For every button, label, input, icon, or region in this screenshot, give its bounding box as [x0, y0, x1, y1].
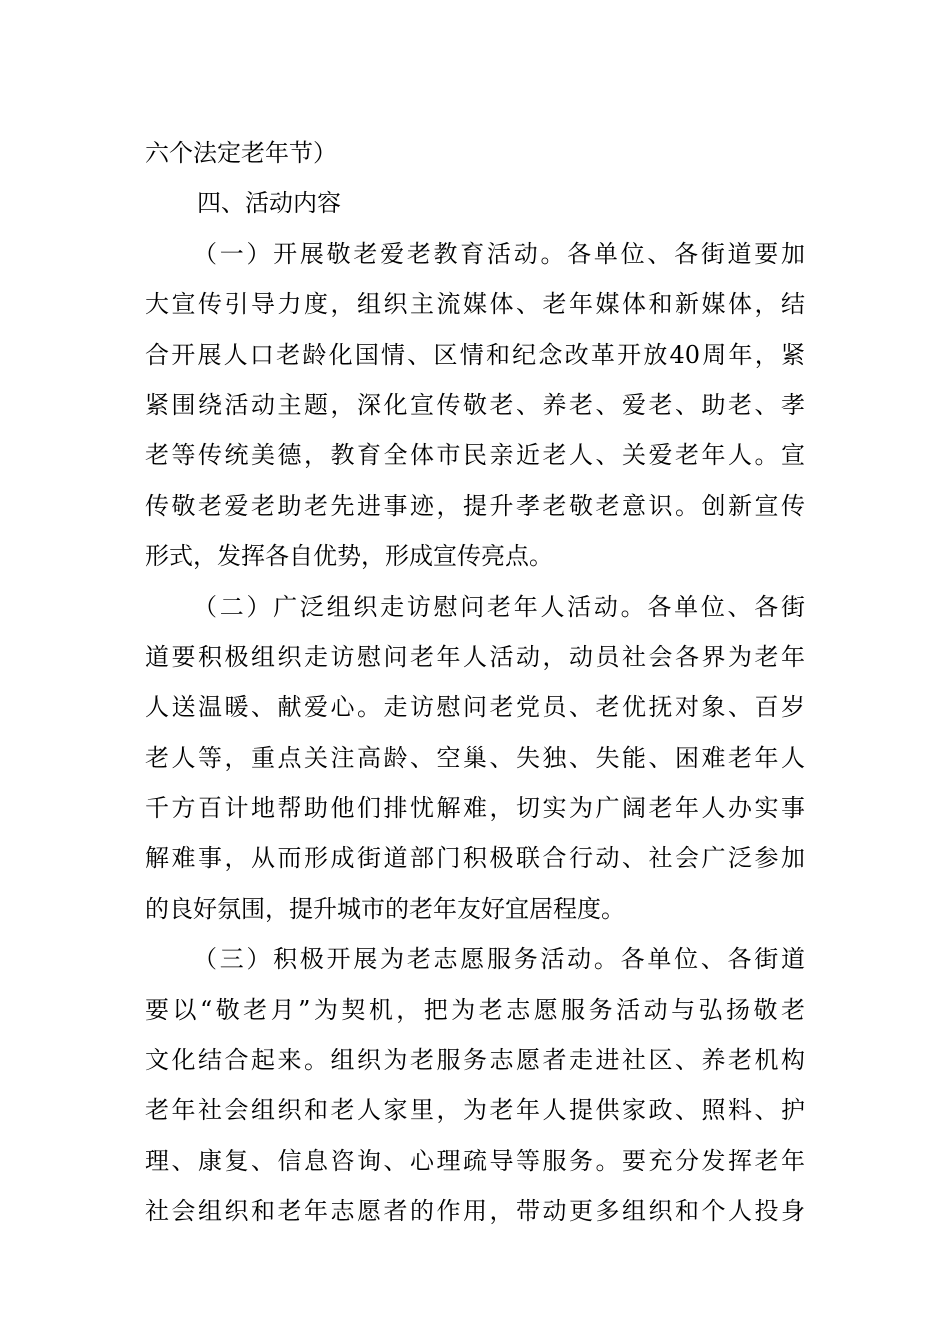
text-line: 千方百计地帮助他们排忧解难，切实为广阔老年人办实事: [145, 794, 805, 823]
text-line: 的良好氛围，提升城市的老年友好宜居程度。: [145, 894, 625, 923]
text-line: 人送温暖、献爱心。走访慰问老党员、老优抚对象、百岁: [145, 693, 805, 722]
text-line: （一）开展敬老爱老教育活动。各单位、各街道要加: [193, 239, 805, 268]
text-line: 文化结合起来。组织为老服务志愿者走进社区、养老机构: [145, 1046, 805, 1075]
text-line: （二）广泛组织走访慰问老年人活动。各单位、各街: [193, 592, 805, 621]
text-line: 理、康复、信息咨询、心理疏导等服务。要充分发挥老年: [145, 1146, 805, 1175]
text-line: 六个法定老年节）: [145, 139, 337, 167]
text-line: 要以“敬老月”为契机，把为老志愿服务活动与弘扬敬老: [145, 995, 805, 1024]
text-line: 老等传统美德，教育全体市民亲近老人、关爱老年人。宣: [145, 441, 805, 470]
text-line: 社会组织和老年志愿者的作用，带动更多组织和个人投身: [145, 1197, 805, 1226]
text-line: 传敬老爱老助老先进事迹，提升孝老敬老意识。创新宣传: [145, 491, 805, 520]
text-line: 紧围绕活动主题，深化宣传敬老、养老、爱老、助老、孝: [145, 390, 805, 419]
text-line: 道要积极组织走访慰问老年人活动，动员社会各界为老年: [145, 642, 805, 671]
text-line: 老人等，重点关注高龄、空巢、失独、失能、困难老年人: [145, 743, 805, 772]
section-heading: 四、活动内容: [197, 189, 341, 218]
text-line: 解难事，从而形成街道部门积极联合行动、社会广泛参加: [145, 844, 805, 873]
text-line: 老年社会组织和老人家里，为老年人提供家政、照料、护: [145, 1096, 805, 1125]
text-line: （三）积极开展为老志愿服务活动。各单位、各街道: [193, 945, 805, 974]
text-line: 形式，发挥各自优势，形成宣传亮点。: [145, 542, 553, 571]
document-body: [145, 128, 805, 1237]
text-line: 大宣传引导力度，组织主流媒体、老年媒体和新媒体，结: [145, 290, 805, 319]
text-line: 合开展人口老龄化国情、区情和纪念改革开放40周年，紧: [145, 340, 805, 369]
